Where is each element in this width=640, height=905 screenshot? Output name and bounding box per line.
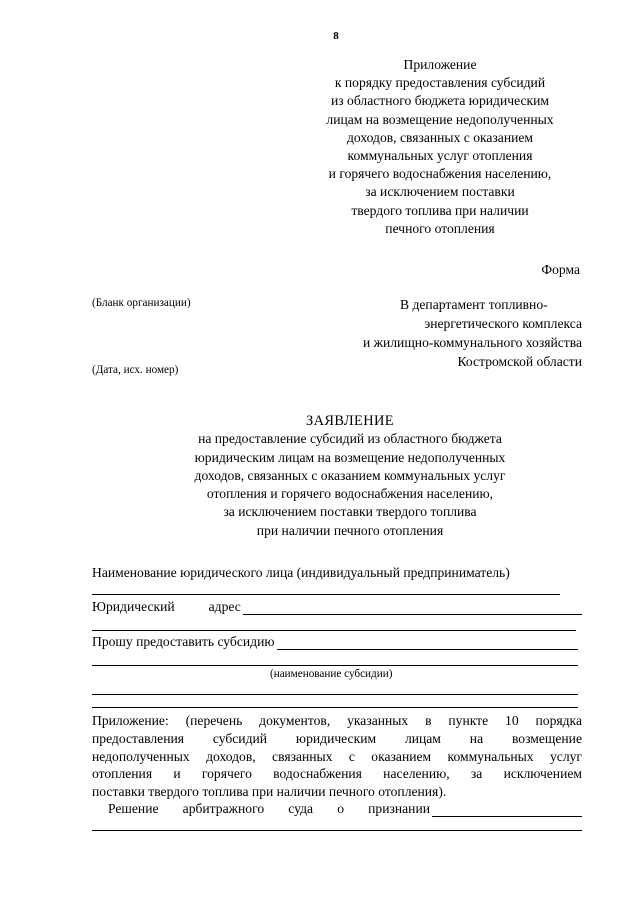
addressee-line: Костромской области xyxy=(457,354,582,369)
statement-line: отопления и горячего водоснабжения населению, xyxy=(206,486,494,502)
decision-word: суда xyxy=(288,801,314,816)
date-label: (Дата, исх. номер) xyxy=(92,364,179,376)
appendix-line: печного отопления xyxy=(385,220,495,236)
addressee-block xyxy=(320,295,582,371)
subsidy-line-4[interactable] xyxy=(92,707,578,708)
subsidy-line-3[interactable] xyxy=(92,694,578,695)
decision-field-group xyxy=(368,801,582,817)
subsidy-field[interactable] xyxy=(277,636,578,650)
statement-line: при наличии печного отопления xyxy=(256,522,444,538)
statement-line: юридическим лицам на возмещение недополученных xyxy=(194,449,506,465)
blank-label: (Бланк организации) xyxy=(92,297,191,309)
attachment-paragraph xyxy=(92,712,582,801)
attachment-line: поставки твердого топлива при наличии печного отопления). xyxy=(92,784,447,800)
addressee-line: энергетического комплекса xyxy=(424,316,582,331)
appendix-line: Приложение xyxy=(403,57,477,72)
request-row xyxy=(92,634,578,650)
page-number: 8 xyxy=(333,30,339,42)
decision-word: признании xyxy=(368,801,430,816)
decision-word: Решение xyxy=(108,801,159,816)
address-label: адрес xyxy=(208,599,241,614)
statement-line: на предоставление субсидий из областного бюджета xyxy=(198,431,502,447)
appendix-line: доходов, связанных с оказанием xyxy=(346,129,534,145)
legal-label: Юридический xyxy=(92,599,175,614)
appendix-line: коммунальных услуг отопления xyxy=(347,148,533,164)
appendix-header xyxy=(302,56,578,238)
appendix-line: твердого топлива при наличии xyxy=(351,202,529,218)
legal-address-field[interactable] xyxy=(243,601,582,615)
entity-name-line[interactable] xyxy=(92,594,560,595)
statement-line: доходов, связанных с оказанием коммунальных услуг xyxy=(194,467,506,483)
statement-title xyxy=(60,412,640,540)
decision-line-2[interactable] xyxy=(92,830,582,831)
statement-line: за исключением поставки твердого топлива xyxy=(223,504,477,520)
addressee-line: В департамент топливно- xyxy=(400,297,548,312)
legal-address-row xyxy=(92,599,582,615)
appendix-line: и горячего водоснабжения населению, xyxy=(328,166,552,182)
entity-name-label: Наименование юридического лица (индивидуальный предприниматель) xyxy=(92,565,510,580)
request-label: Прошу предоставить субсидию xyxy=(92,634,275,649)
attachment-line: Приложение: (перечень документов, указанных в пункте 10 порядка xyxy=(92,713,582,728)
legal-address-line-2[interactable] xyxy=(92,630,576,631)
appendix-line: лицам на возмещение недополученных xyxy=(326,111,554,127)
decision-row xyxy=(108,801,582,817)
subsidy-line-2[interactable] xyxy=(92,665,578,666)
attachment-line: отопления и горячего водоснабжения населению, за исключением xyxy=(92,766,582,782)
decision-field[interactable] xyxy=(432,803,582,817)
attachment-line: недополученных доходов, связанных с оказанием коммунальных услуг xyxy=(92,748,582,764)
statement-heading: ЗАЯВЛЕНИЕ xyxy=(306,413,394,429)
subsidy-caption: (наименование субсидии) xyxy=(270,668,393,680)
attachment-line: предоставления субсидий юридическим лицам на возмещение xyxy=(92,730,582,746)
appendix-line: из областного бюджета юридическим xyxy=(331,93,549,109)
decision-word: о xyxy=(337,801,344,816)
decision-word: арбитражного xyxy=(182,801,265,816)
appendix-line: к порядку предоставления субсидий xyxy=(334,75,546,91)
form-label: Форма xyxy=(541,262,580,277)
appendix-line: за исключением поставки xyxy=(365,184,515,200)
addressee-line: и жилищно-коммунального хозяйства xyxy=(362,335,582,350)
